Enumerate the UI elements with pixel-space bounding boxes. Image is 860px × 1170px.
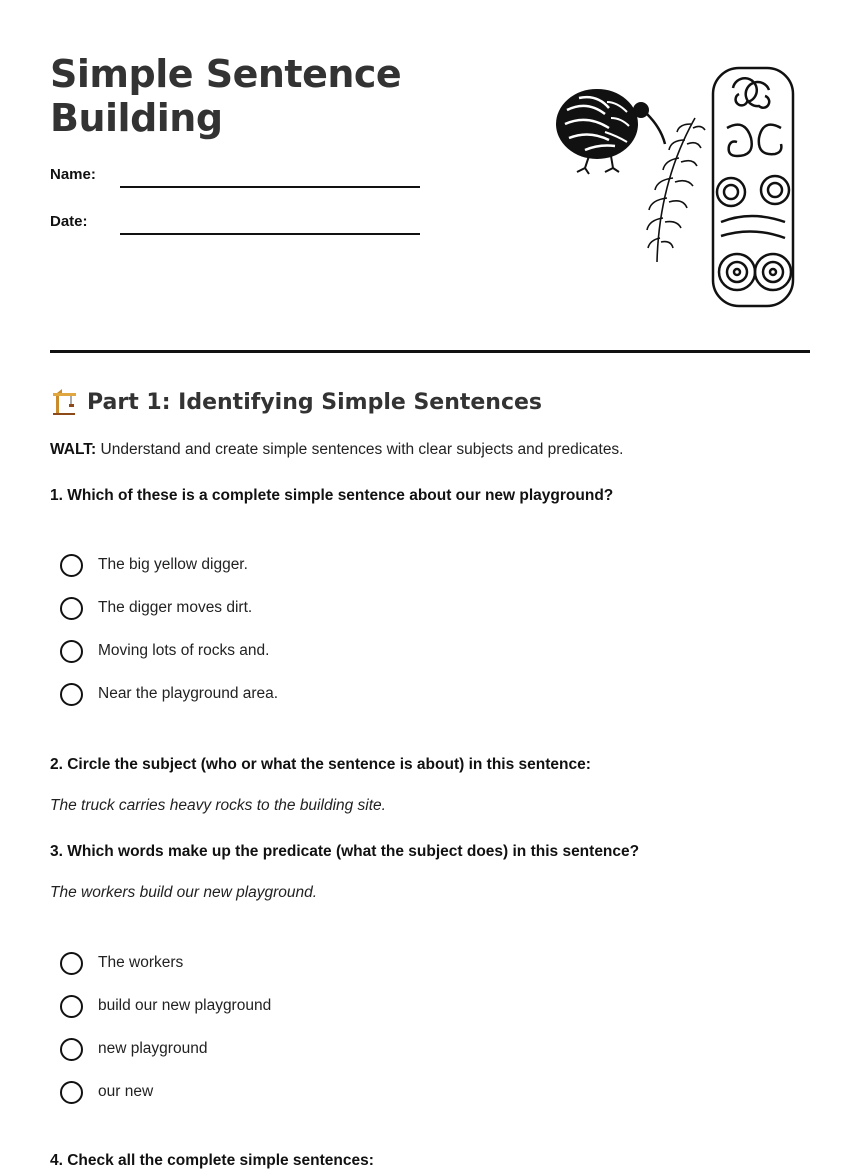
option-label: The digger moves dirt. [98, 599, 253, 616]
maori-carving-icon [713, 68, 793, 306]
walt-text: Understand and create simple sentences with clear subjects and predicates. [96, 441, 624, 458]
walt-label: WALT: [50, 441, 97, 458]
title-line-2: Building [50, 96, 223, 140]
option-label: The big yellow digger. [98, 556, 248, 573]
question-2: 2. Circle the subject (who or what the sentence is about) in this sentence: [50, 756, 591, 773]
option-label: The workers [98, 954, 184, 971]
construction-crane-icon [50, 388, 78, 416]
radio-button[interactable] [60, 995, 83, 1018]
section-divider [50, 350, 810, 353]
question-1: 1. Which of these is a complete simple sentence about our new playground? [50, 487, 614, 504]
q3-option-2[interactable] [60, 993, 271, 1019]
question-4: 4. Check all the complete simple sentences: [50, 1152, 374, 1169]
q1-option-4[interactable] [60, 681, 278, 707]
radio-button[interactable] [60, 597, 83, 620]
radio-button[interactable] [60, 640, 83, 663]
walt-statement [50, 441, 624, 459]
part-1-heading [50, 388, 542, 416]
q1-option-3[interactable] [60, 638, 269, 664]
question-2-sentence[interactable]: The truck carries heavy rocks to the building site. [50, 797, 386, 814]
option-label: our new [98, 1083, 154, 1100]
date-field[interactable] [120, 233, 420, 235]
name-label: Name: [50, 166, 96, 183]
option-label: Moving lots of rocks and. [98, 642, 270, 659]
radio-button[interactable] [60, 683, 83, 706]
q3-option-3[interactable] [60, 1036, 207, 1062]
question-3-sentence: The workers build our new playground. [50, 884, 318, 901]
option-label: Near the playground area. [98, 685, 279, 702]
fern-icon [647, 118, 705, 262]
question-3: 3. Which words make up the predicate (what the subject does) in this sentence? [50, 843, 640, 860]
kiwi-bird-icon [557, 90, 665, 174]
q3-option-1[interactable] [60, 950, 183, 976]
q1-option-2[interactable] [60, 595, 252, 621]
date-label: Date: [50, 213, 88, 230]
title-line-1: Simple Sentence [50, 52, 402, 96]
part-1-heading-text: Part 1: Identifying Simple Sentences [87, 389, 543, 415]
q3-option-4[interactable] [60, 1079, 153, 1105]
q1-option-1[interactable] [60, 552, 248, 578]
radio-button[interactable] [60, 1081, 83, 1104]
kiwi-fern-carving-illustration [555, 62, 805, 312]
radio-button[interactable] [60, 1038, 83, 1061]
option-label: new playground [98, 1040, 208, 1057]
radio-button[interactable] [60, 952, 83, 975]
option-label: build our new playground [98, 997, 272, 1014]
radio-button[interactable] [60, 554, 83, 577]
page-title [50, 52, 401, 140]
worksheet-page [50, 0, 810, 1169]
name-field[interactable] [120, 186, 420, 188]
